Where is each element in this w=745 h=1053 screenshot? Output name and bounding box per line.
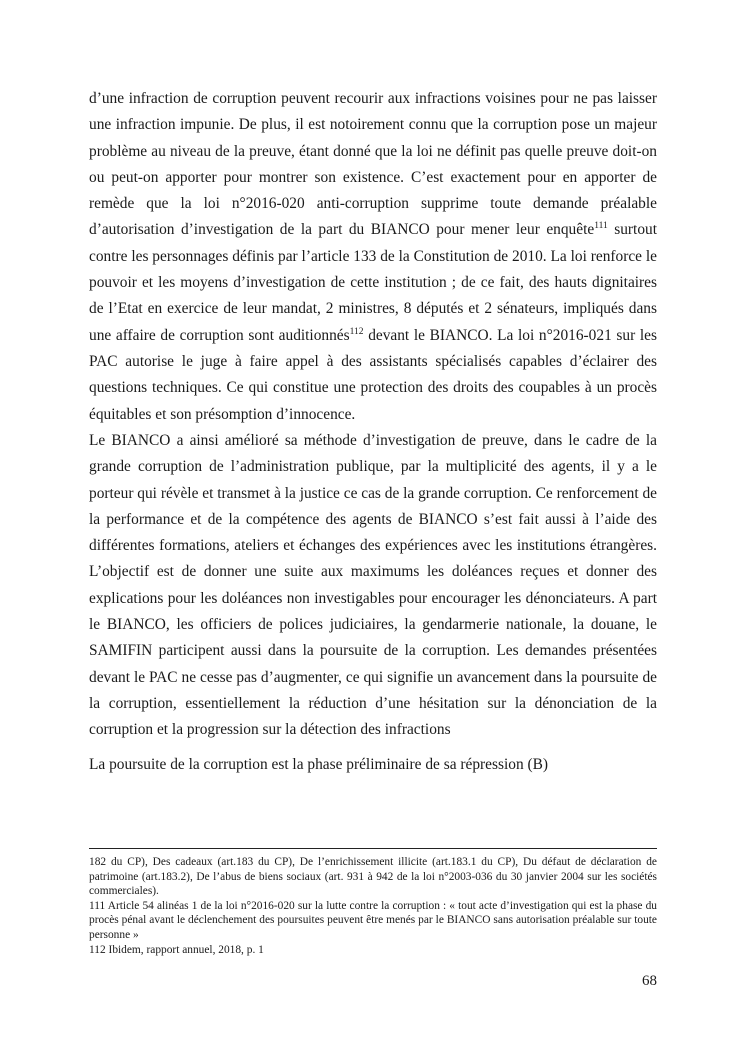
footnote-number: 112 [89, 943, 106, 956]
footnote-continuation: 182 du CP), Des cadeaux (art.183 du CP), De l’enrichissement illicite (art.183.1 du CP), Du défaut de déclaration de patrimoine (art.183.2), De l’abus de biens sociaux (art. 931 à 942 de la loi n°2003-036 du 30 janvier 2004 sur les sociétés commerciales). [89, 856, 657, 898]
footnote-112 [89, 943, 657, 958]
footnote-text: Ibidem, rapport annuel, 2018, p. 1 [105, 943, 264, 956]
section-transition-line: La poursuite de la corruption est la phase préliminaire de sa répression (B) [89, 756, 548, 773]
footnote-separator [89, 848, 657, 849]
footnotes [89, 855, 657, 957]
paragraph-1-part-b: surtout contre les personnages définis par l’article 133 de la Constitution de 2010. La loi renforce le pouvoir et les moyens d’investigation de cette institution ; de ce fait, des hauts dignitaires de l’Etat en exercice de leur mandat, 2 ministres, 8 députés et 2 sénateurs, impliqués dans une affaire de corruption sont auditionnés [89, 221, 657, 344]
paragraph-1 [89, 86, 657, 428]
footnote-ref-112[interactable]: 112 [349, 326, 364, 337]
page-number: 68 [642, 973, 657, 989]
footnote-text: Article 54 alinéas 1 de la loi n°2016-020 sur la lutte contre la corruption : « tout acte d’investigation qui est la phase du procès pénal avant le déclenchement des poursuites peuvent être menés par le BIANCO sans autorisation préalable sur toute personne » [89, 899, 657, 941]
footnote-ref-111[interactable]: 111 [594, 221, 608, 232]
paragraph-1-part-a: d’une infraction de corruption peuvent recourir aux infractions voisines pour ne pas laisser une infraction impunie. De plus, il est notoirement connu que la corruption pose un majeur problème au niveau de la preuve, étant donné que la loi ne définit pas quelle preuve doit-on ou peut-on apporter pour montrer son existence. C’est exactement pour en apporter de remède que la loi n°2016-020 anti-corruption supprime toute demande préalable d’autorisation d’investigation de la part du BIANCO pour mener leur enquête [89, 90, 657, 239]
paragraph-2: Le BIANCO a ainsi amélioré sa méthode d’investigation de preuve, dans le cadre de la grande corruption de l’administration publique, par la multiplicité des agents, il y a le porteur qui révèle et transmet à la justice ce cas de la grande corruption. Ce renforcement de la performance et de la compétence des agents de BIANCO s’est fait aussi à l’aide des différentes formations, ateliers et échanges des expériences avec les institutions étrangères. L’objectif est de donner une suite aux maximums les doléances reçues et donner des explications pour les doléances non investigables pour encourager les dénonciateurs. A part le BIANCO, les officiers de polices judiciaires, la gendarmerie nationale, la douane, le SAMIFIN participent aussi dans la poursuite de la corruption. Les demandes présentées devant le PAC ne cesse pas d’augmenter, ce qui signifie un avancement dans la poursuite de la corruption, essentiellement la réduction d’une hésitation sur la dénonciation de la corruption et la progression sur la détection des infractions [89, 432, 657, 739]
footnote-111 [89, 899, 657, 943]
paragraph-1-part-c: devant le BIANCO. La loi n°2016-021 sur les PAC autorise le juge à faire appel à des assistants spécialisés capables d’éclairer des questions techniques. Ce qui constitue une protection des droits des coupables à un procès équitables et son présomption d’innocence. [89, 326, 657, 423]
footnote-number: 111 [89, 899, 106, 912]
